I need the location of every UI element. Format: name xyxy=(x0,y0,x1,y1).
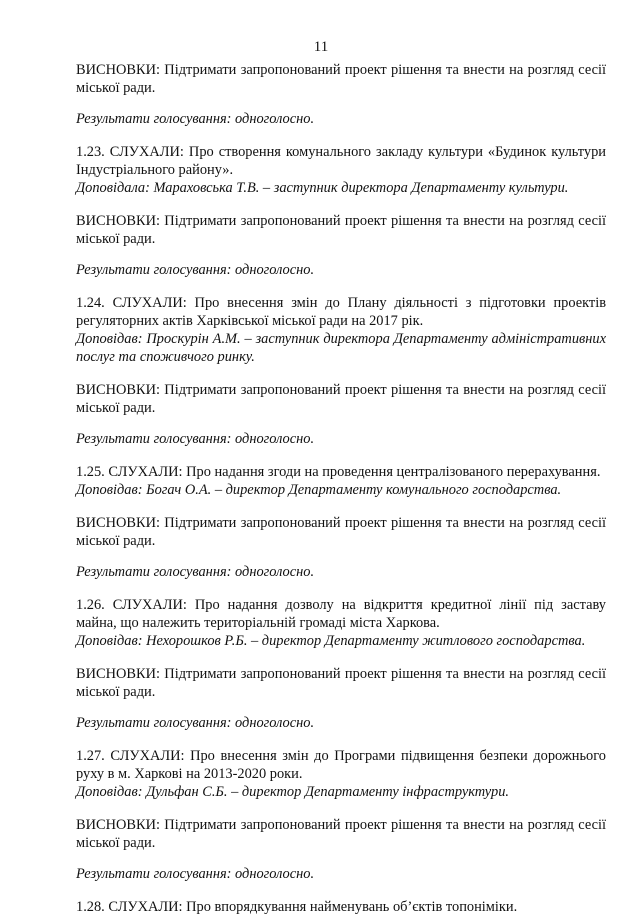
vote-result: Результати голосування: одноголосно. xyxy=(76,111,315,127)
agenda-item-heading: 1.28. СЛУХАЛИ: Про впорядкування найменувань об’єктів топоніміки. xyxy=(76,899,518,915)
conclusion-text: ВИСНОВКИ: Підтримати запропонований проект рішення та внести на розгляд сесії міської ради. xyxy=(76,213,606,247)
agenda-item-heading: 1.27. СЛУХАЛИ: Про внесення змін до Програми підвищення безпеки дорожнього руху в м. Харкові на 2013-2020 роки. xyxy=(76,748,606,782)
speaker-line: Доповідав: Богач О.А. – директор Департаменту комунального господарства. xyxy=(76,482,562,498)
speaker-line: Доповідала: Мараховська Т.В. – заступник директора Департаменту культури. xyxy=(76,180,569,196)
vote-result: Результати голосування: одноголосно. xyxy=(76,262,315,278)
conclusion-text: ВИСНОВКИ: Підтримати запропонований проект рішення та внести на розгляд сесії міської ради. xyxy=(76,515,606,549)
agenda-item-heading: 1.25. СЛУХАЛИ: Про надання згоди на проведення централізованого перерахування. xyxy=(76,464,601,480)
vote-result: Результати голосування: одноголосно. xyxy=(76,431,315,447)
agenda-item-heading: 1.26. СЛУХАЛИ: Про надання дозволу на відкриття кредитної лінії під заставу майна, що належить територіальній громаді міста Харкова. xyxy=(76,597,606,631)
speaker-line: Доповідав: Нехорошков Р.Б. – директор Департаменту житлового господарства. xyxy=(76,633,586,649)
conclusion-text: ВИСНОВКИ: Підтримати запропонований проект рішення та внести на розгляд сесії міської ради. xyxy=(76,382,606,416)
agenda-item-heading: 1.24. СЛУХАЛИ: Про внесення змін до Плану діяльності з підготовки проектів регуляторних актів Харківської міської ради на 2017 рік. xyxy=(76,295,606,329)
vote-result: Результати голосування: одноголосно. xyxy=(76,866,315,882)
speaker-line: Доповідав: Дульфан С.Б. – директор Департаменту інфраструктури. xyxy=(76,784,509,800)
vote-result: Результати голосування: одноголосно. xyxy=(76,715,315,731)
vote-result: Результати голосування: одноголосно. xyxy=(76,564,315,580)
agenda-item-heading: 1.23. СЛУХАЛИ: Про створення комунального закладу культури «Будинок культури Індустріального району». xyxy=(76,144,606,178)
conclusion-text: ВИСНОВКИ: Підтримати запропонований проект рішення та внести на розгляд сесії міської ради. xyxy=(76,817,606,851)
conclusion-text: ВИСНОВКИ: Підтримати запропонований проект рішення та внести на розгляд сесії міської ради. xyxy=(76,666,606,700)
page-number: 11 xyxy=(313,39,329,55)
minutes-body xyxy=(76,61,606,916)
conclusion-text: ВИСНОВКИ: Підтримати запропонований проект рішення та внести на розгляд сесії міської ради. xyxy=(76,62,606,96)
speaker-line: Доповідав: Проскурін А.М. – заступник директора Департаменту адміністративних послуг та споживчого ринку. xyxy=(76,331,606,365)
